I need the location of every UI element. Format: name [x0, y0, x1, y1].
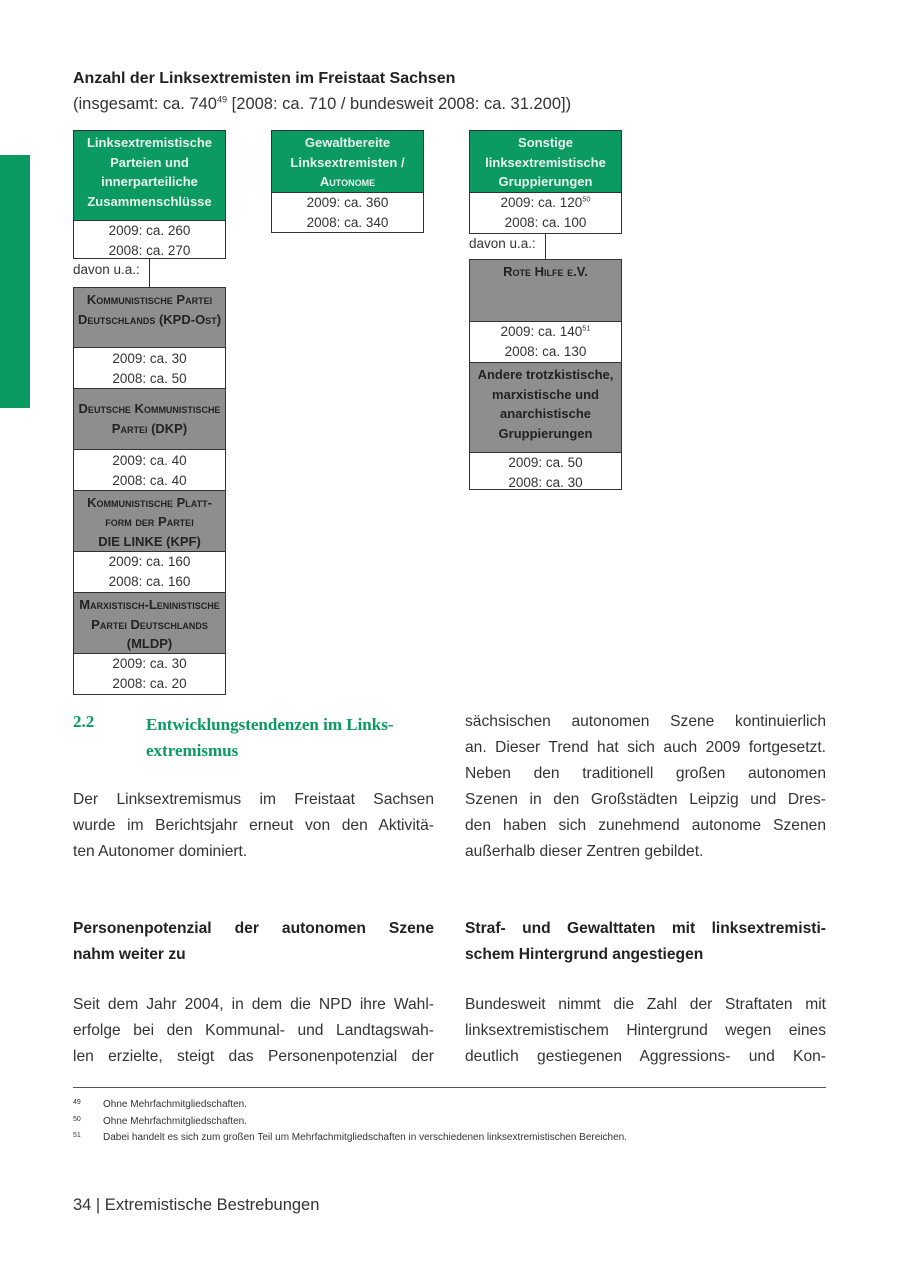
box-header-text: Autonome: [319, 174, 376, 190]
box-values-parties: [73, 220, 226, 259]
box-values-kpd: [73, 347, 226, 389]
text-line: erfolge bei den Kommunal- und Landtagswah-: [73, 1022, 434, 1039]
footnote-ref: 49: [217, 94, 228, 105]
footnote-51: [73, 1132, 627, 1143]
davon-label: davon u.a.:: [73, 262, 140, 277]
box-header-text: Linksextremistische Parteien und innerparteiliche Zusammenschlüsse: [86, 135, 212, 209]
value-2009: [470, 322, 621, 342]
davon-label: davon u.a.:: [469, 236, 536, 251]
box-header-text: Rote Hilfe e.V.: [503, 264, 588, 279]
value-2008: 2008: ca. 40: [112, 473, 187, 488]
paragraph-right-2: [465, 992, 826, 1070]
footnote-text: Dabei handelt es sich zum großen Teil um Mehrfachmitgliedschaften in verschiedenen linksextremistischen Bereichen.: [103, 1132, 627, 1143]
text-line: deutlich gestiegenen Aggressions- und Kon-: [465, 1048, 826, 1065]
text-line: ten Autonomer dominiert.: [73, 843, 248, 860]
footnote-number: 51: [73, 1132, 81, 1139]
box-header-kpd: [73, 287, 226, 348]
footnote-text: Ohne Mehrfachmitgliedschaften.: [103, 1099, 247, 1110]
text-line: Personenpotenzial der autonomen Szene: [73, 920, 434, 937]
value-2008: 2008: ca. 50: [112, 371, 187, 386]
text-line: Straf- und Gewalttaten mit linksextremisti-: [465, 920, 826, 937]
value-2009: 2009: ca. 160: [108, 554, 191, 569]
connector-line: [149, 258, 150, 287]
footnote-number: 50: [73, 1116, 81, 1123]
footnote-text: Ohne Mehrfachmitgliedschaften.: [103, 1116, 247, 1127]
box-values-rote-hilfe: [469, 321, 622, 363]
text-line: Bundesweit nimmt die Zahl der Straftaten mit: [465, 996, 826, 1013]
value-2008: 2008: ca. 160: [108, 574, 191, 589]
box-values-kpf: [73, 551, 226, 593]
footnote-divider: [73, 1087, 826, 1088]
text-line: an. Dieser Trend hat sich auch 2009 fortgesetzt.: [465, 739, 826, 756]
subheading-right: [465, 916, 826, 968]
footnote-ref: 51: [582, 323, 591, 333]
box-values-dkp: [73, 449, 226, 491]
text-line: Der Linksextremismus im Freistaat Sachsen: [73, 791, 434, 808]
text-line: Szenen in den Großstädten Leipzig und Dres-: [465, 791, 826, 808]
box-header-text: DIE LINKE (KPF): [98, 533, 201, 549]
text-line: nahm weiter zu: [73, 946, 186, 963]
text-line: linksextremistischem Hintergrund wegen eines: [465, 1022, 826, 1039]
text-line: wurde im Berichtsjahr erneut von den Aktivitä-: [73, 817, 434, 834]
value-2009: 2009: ca. 50: [508, 455, 583, 470]
box-values-sonstige: [469, 192, 622, 234]
paragraph-right-1: [465, 709, 826, 865]
paragraph-left-2: [73, 992, 434, 1070]
page-footer: 34 | Extremistische Bestrebungen: [73, 1196, 320, 1214]
value-2008: 2008: ca. 20: [112, 676, 187, 691]
box-values-andere: [469, 452, 622, 490]
footnote-50: [73, 1116, 247, 1127]
value-2009: 2009: ca. 40: [112, 453, 187, 468]
box-header-kpf: [73, 490, 226, 552]
footnote-ref: 50: [582, 194, 591, 204]
box-header-andere: [469, 362, 622, 453]
value-text: 2009: ca. 120: [500, 195, 583, 210]
text-line: len erzielte, steigt das Personenpotenzial der: [73, 1048, 434, 1065]
box-header-text: Deutsche Kommunistische Partei (DKP): [78, 401, 221, 436]
box-header-autonome: [271, 130, 424, 193]
value-2008: 2008: ca. 270: [108, 243, 191, 258]
text-line: außerhalb dieser Zentren gebildet.: [465, 843, 704, 860]
box-header-rote-hilfe: [469, 259, 622, 322]
value-2008: 2008: ca. 30: [508, 475, 583, 490]
value-2008: 2008: ca. 100: [504, 215, 587, 230]
box-header-text: Kommunistische Platt-form der Partei: [87, 494, 212, 530]
value-2009: [470, 193, 621, 213]
subheading-left: [73, 916, 434, 968]
value-2008: 2008: ca. 340: [306, 215, 389, 230]
section-title: Entwicklungstendenzen im Links-extremismus: [146, 715, 394, 760]
paragraph-left-1: [73, 787, 434, 865]
text-line: sächsischen autonomen Szene kontinuierlich: [465, 713, 826, 730]
text-line: schem Hintergrund angestiegen: [465, 946, 704, 963]
value-2009: 2009: ca. 360: [306, 195, 389, 210]
subtitle-text: [2008: ca. 710 / bundesweit 2008: ca. 31.200]): [227, 95, 572, 113]
connector-line: [545, 233, 546, 259]
box-header-sonstige: [469, 130, 622, 193]
box-header-text: Sonstige linksextremistische Gruppierungen: [485, 135, 606, 189]
value-2008: 2008: ca. 130: [504, 344, 587, 359]
section-number: 2.2: [73, 712, 95, 731]
text-line: Seit dem Jahr 2004, in dem die NPD ihre Wahl-: [73, 996, 434, 1013]
box-header-dkp: [73, 388, 226, 450]
box-header-text: Marxistisch-Leninistische Partei Deutschlands (MLDP): [79, 597, 220, 651]
text-line: den haben sich zunehmend autonome Szenen: [465, 817, 826, 834]
box-header-text: Gewaltbereite Linksextremisten /: [290, 135, 405, 170]
value-2009: 2009: ca. 30: [112, 656, 187, 671]
box-header-mldp: [73, 592, 226, 654]
subtitle-text: (insgesamt: ca. 740: [73, 95, 217, 113]
value-2009: 2009: ca. 260: [108, 223, 191, 238]
text-line: Neben den traditionell großen autonomen: [465, 765, 826, 782]
box-header-text: Andere trotzkistische, marxistische und anarchistische Gruppierungen: [477, 367, 614, 441]
chart-title: Anzahl der Linksextremisten im Freistaat Sachsen: [73, 70, 456, 87]
box-values-autonome: [271, 192, 424, 233]
chapter-marker-bar: [0, 155, 30, 408]
box-header-parties: [73, 130, 226, 221]
chart-subtitle: [73, 95, 571, 114]
value-text: 2009: ca. 140: [500, 324, 583, 339]
box-values-mldp: [73, 653, 226, 695]
value-2009: 2009: ca. 30: [112, 351, 187, 366]
box-header-text: Kommunistische Partei Deutschlands (KPD-Ost): [77, 292, 222, 327]
footnote-49: [73, 1099, 247, 1110]
footnote-number: 49: [73, 1099, 81, 1106]
